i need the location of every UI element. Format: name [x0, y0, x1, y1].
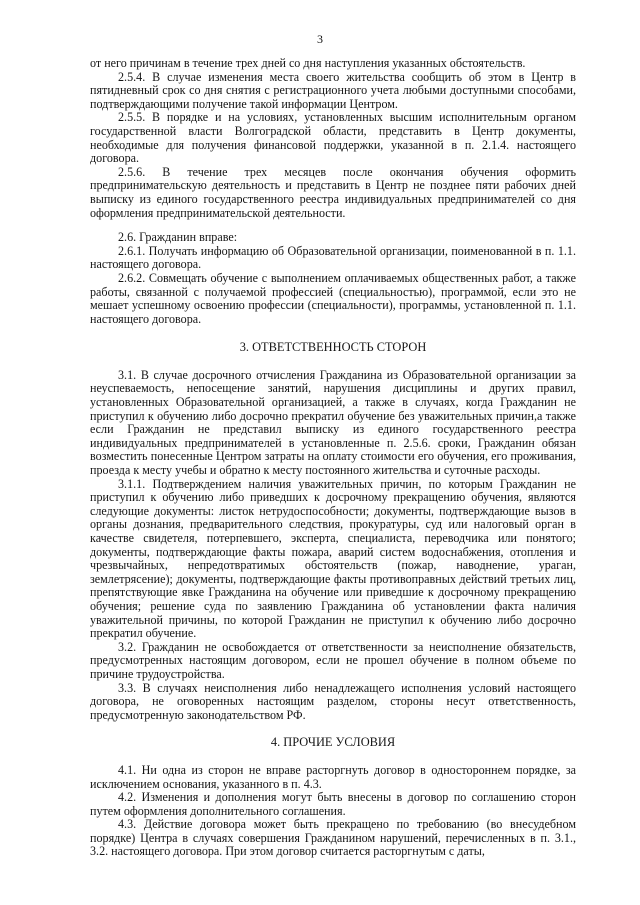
- paragraph: 3.1. В случае досрочного отчисления Гражданина из Образовательной организации за неуспеваемость, непосещение занятий, нарушения дисциплины и других правил, установленных Образовательной организацией, а также в случаях, когда Гражданин не приступил к обучению либо досрочно прекратил обучение без уважительных причин,а также если Гражданин не представил выписку из единого государственного реестра индивидуальных предпринимателей в установленные п. 2.5.6. сроки, Гражданин обязан возместить понесенные Центром затраты на оплату стоимости его обучения, его проживания, проезда к месту учебы и обратно к месту постоянного жительства и суточные расходы.: [90, 367, 576, 478]
- paragraph: 2.5.6. В течение трех месяцев после окончания обучения оформить предпринимательскую деятельность и представить в Центр не позднее пяти рабочих дней выписку из единого государственного реестра индивидуальных предпринимателей со дня оформления предпринимательской деятельности.: [90, 164, 576, 220]
- paragraph: 3.2. Гражданин не освобождается от ответственности за неисполнение обязательств, предусмотренных настоящим договором, если не прошел обучение в полном объеме по причине трудоустройства.: [90, 639, 576, 681]
- paragraph: 2.6.2. Совмещать обучение с выполнением оплачиваемых общественных работ, а также работы, связанной с получаемой профессией (специальностью), программой, если это не мешает успешному освоению профессии (специальности), программы, установленной п. 1.1. настоящего договора.: [90, 270, 576, 326]
- paragraph: 4.2. Изменения и дополнения могут быть внесены в договор по соглашению сторон путем оформления дополнительного соглашения.: [90, 790, 576, 818]
- section-heading: 4. ПРОЧИЕ УСЛОВИЯ: [270, 735, 396, 750]
- paragraph: 2.6. Гражданин вправе:: [118, 230, 238, 245]
- paragraph: 3.3. В случаях неисполнения либо ненадлежащего исполнения условий настоящего договора, не оговоренных настоящим разделом, стороны несут ответственность, предусмотренную законодательством РФ.: [90, 680, 576, 722]
- paragraph: 2.5.4. В случае изменения места своего жительства сообщить об этом в Центр в пятидневный срок со дня снятия с регистрационного учета любыми доступными способами, подтверждающими получение такой информации Центром.: [90, 69, 576, 111]
- section-heading: 3. ОТВЕТСТВЕННОСТЬ СТОРОН: [239, 340, 427, 355]
- paragraph: 2.6.1. Получать информацию об Образовательной организации, поименованной в п. 1.1. настоящего договора.: [90, 243, 576, 272]
- document-body: [90, 57, 576, 859]
- paragraph: 3.1.1. Подтверждением наличия уважительных причин, по которым Гражданин не приступил к обучению либо приведших к досрочному прекращению обучения, являются следующие документы: листок нетрудоспособности; документы, подтверждающие вызов в органы дознания, предварительного следствия, прокуратуры, суд или налоговый орган в качестве свидетеля, потерпевшего, эксперта, специалиста, переводчика или понятого; документы, подтверждающие факты пожара, аварий систем водоснабжения, отопления и чрезвычайных, непредотвратимых обстоятельств (пожар, наводнение, ураган, землетрясение); документы, подтверждающие факты противоправных действий третьих лиц, препятствующие явке Гражданина на обучение или приведшие к досрочному прекращению обучения; решение суда по заявлению Гражданина об установлении факта наличия уважительной причины, по которой Гражданин не приступил к обучению либо досрочно прекратил обучение.: [90, 476, 576, 641]
- page-number: 3: [317, 32, 323, 46]
- paragraph: от него причинам в течение трех дней со дня наступления указанных обстоятельств.: [90, 56, 526, 70]
- paragraph: 4.3. Действие договора может быть прекращено по требованию (во внесудебном порядке) Центра в случаях совершения Гражданином нарушений, перечисленных в п. 3.1., 3.2. настоящего договора. При этом договор считается расторгнутым с даты,: [90, 817, 576, 859]
- paragraph: 2.5.5. В порядке и на условиях, установленных высшим исполнительным органом государственной власти Волгоградской области, представить в Центр документы, необходимые для получения финансовой поддержки, указанной в п. 2.1.4. настоящего договора.: [90, 110, 576, 166]
- paragraph: 4.1. Ни одна из сторон не вправе расторгнуть договор в одностороннем порядке, за исключением основания, указанного в п. 4.3.: [90, 762, 576, 791]
